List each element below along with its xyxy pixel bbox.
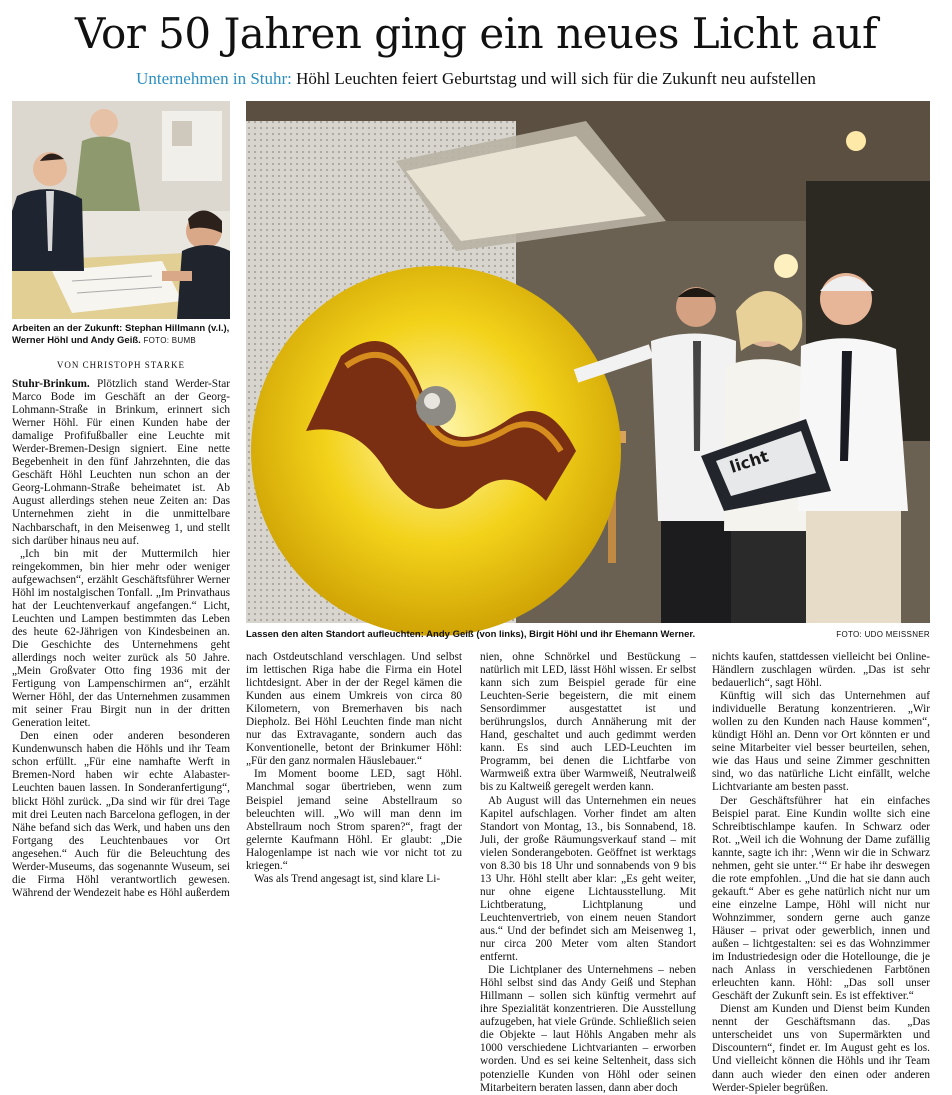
- column-4: [712, 651, 930, 1094]
- column-2: [246, 651, 462, 1076]
- paragraph: „Ich bin mit der Muttermilch hier reingekommen, bin hier mehr oder weniger aufgewachsen“, erzählt Geschäftsführer Werner Höhl im nostalgischen Tonfall. „Im Prinvathaus hat der Leuchtenverkauf angefangen.“ Licht, Leuchten und Lampen bestimmten das Leben des heute 62-Jährigen von Kindesbeinen an. Die Geschichte des Unternehmens geht allerdings noch weiter zurück als 50 Jahre. „Mein Großvater Otto fing 1936 mit der Fertigung von Lampenschirmen an“, erzählt Werner Höhl, der das Unternehmen zusammen mit seiner Frau Birgit nun in der dritten Generation leitet.: [12, 547, 230, 730]
- paragraph: Künftig will sich das Unternehmen auf individuelle Beratung konzentrieren. „Wir wollen zu den Kunden nach Hause kommen“, kündigt Höhl an. Denn vor Ort könnten er und seine Mitarbeiter viel besser beurteilen, sehen, wie das Haus und seine Zimmer geschnitten sind, wo das natürliche Licht einfällt, welche Lichtvariante am besten passt.: [712, 690, 930, 794]
- main-photo: [246, 101, 930, 623]
- small-photo-credit: FOTO: BUMB: [143, 336, 197, 345]
- paragraph: Der Geschäftsführer hat ein einfaches Beispiel parat. Eine Kundin wollte sich eine Schreibtischlampe kaufen. In Schwarz oder Rot. „Weil ich die Wohnung der Dame zufällig kannte, sagte ich ihr: ‚Wenn wir die in Schwarz nehmen, geht sie unter.‘“ Er habe ihr deswegen die rote empfohlen. „Und die hat sie dann auch gekauft.“ Aber es gehe natürlich nicht nur um eine einzelne Lampe, Höhl will nicht nur Wohnzimmer, sondern gerne auch ganze Häuser – privat oder gewerblich, innen und außen – lichtgestalten: sei es das Wohnzimmer im Industriedesign oder die Hotellounge, die je nach Anlass in verschiedenen Farbtönen erleuchten kann. Höhl: „Das soll unser Geschäft der Zukunft sein. Es ist effektiver.“: [712, 794, 930, 1003]
- paragraph: Dienst am Kunden und Dienst beim Kunden nennt der Geschäftsmann das. „Das unterscheidet uns von Supermärkten und Discountern“, findet er. Im August geht es los. Und vielleicht können die Höhls und ihr Team dann auch wieder den einen oder anderen Werder-Spieler begrüßen.: [712, 1003, 930, 1094]
- paragraph: Den einen oder anderen besonderen Kundenwunsch haben die Höhls und ihr Team schon erfüllt. „Für eine namhafte Werft in Bremen-Nord haben wir echte Alabaster-Leuchten bauen lassen. In Sonderanfertigung“, blickt Höhl zurück. „Da sind wir für drei Tage mit drei Leuten nach Barcelona geflogen, in der Nähe befand sich das Werk, und haben uns den Fortgang des Leuchtenbaues vor Ort angesehen.“ Auch für die Beleuchtung des Werder-Museums, das sogenannte Wuseum, sei die Firma Höhl verantwortlich gewesen. Während der Wendezeit habe es Höhl außerdem: [12, 730, 230, 899]
- main-photo-caption: [246, 629, 846, 641]
- showroom-scene-illustration: [246, 101, 930, 623]
- subline: [0, 68, 952, 90]
- dateline: Stuhr-Brinkum.: [12, 378, 90, 390]
- paragraph: Die Lichtplaner des Unternehmens – neben Höhl selbst sind das Andy Geiß und Stephan Hillmann – sollen sich künftig vermehrt auf ihre Spezialität konzentrieren. Die Ausstellung aufzugeben, hat viele Gründe. Schließlich seien die Objekte – laut Höhls Angaben mehr als 1000 verschiedene Lichtvarianten – erworben worden. Und es sei keine Seltenheit, dass sich potenzielle Kunden von Höhl oder seinen Mitarbeitern beraten lassen, dann aber doch: [480, 964, 696, 1094]
- paragraph: Was als Trend angesagt ist, sind klare Li-: [254, 872, 441, 885]
- paragraph: Im Moment boome LED, sagt Höhl. Manchmal sogar übertrieben, wenn zum Beispiel jemand seine Abstellraum so beleuchten will. „Wo will man denn im Abstellraum noch Strom sparen?“, fragt der gelernte Kaufmann Höhl. Er glaubt: „Die Halogenlampe ist nach wie vor nicht tot zu kriegen.“: [246, 768, 462, 872]
- byline: VON CHRISTOPH STARKE: [56, 360, 186, 370]
- main-photo-credit: FOTO: UDO MEISSNER: [836, 630, 930, 639]
- small-photo-caption: [12, 323, 230, 347]
- paragraph: [12, 378, 230, 548]
- headline: Vor 50 Jahren ging ein neues Licht auf: [74, 9, 877, 58]
- paragraph-text: Plötzlich stand Werder-Star Marco Bode im Geschäft an der Georg-Lohmann-Straße in Brinkum, erinnert sich Werner Höhl. Für einen Kunden habe der damalige Profifußballer eine Leuchte mit Werder-Bremen-Design signiert. Eine nette Begebenheit in den fünf Jahrzehnten, die das Geschäft Höhl Leuchten nun schon an der Georg-Lohmann-Straße beheimatet ist. Ab August allerdings stehen neue Zeiten an: Das Unternehmen zieht in die unmittelbare Nachbarschaft, in den Meisenweg 1, und stellt sich darüber hinaus neu auf.: [12, 378, 230, 547]
- paragraph: nichts kaufen, stattdessen vielleicht bei Online-Händlern zuschlagen würden. „Das ist sehr bedauerlich“, sagt Höhl.: [712, 651, 930, 690]
- column-1: [12, 378, 230, 1078]
- office-scene-illustration: [12, 101, 230, 319]
- paragraph: nien, ohne Schnörkel und Bestückung – natürlich mit LED, lässt Höhl wissen. Er selbst kann sich zum Beispiel gerade für eine Leuchten-Serie begeistern, die mit einem Sensordimmer ausgestattet ist und berührungslos, durch Annäherung mit der Hand, geschaltet und auch gedimmt werden kann. Es sind auch LED-Leuchten im Programm, bei denen die Lichtfarbe von Warmweiß extra über Warmweiß, Neutralweiß bis zu Kaltweiß geregelt werden kann.: [480, 651, 696, 794]
- subline-text: Höhl Leuchten feiert Geburtstag und will sich für die Zukunft neu aufstellen: [296, 69, 816, 88]
- subline-kicker: Unternehmen in Stuhr:: [136, 69, 292, 88]
- small-photo-caption-text: Arbeiten an der Zukunft: Stephan Hillmann (v.l.), Werner Höhl und Andy Geiß.: [12, 323, 230, 346]
- column-3: [480, 651, 696, 1094]
- paragraph: Ab August will das Unternehmen ein neues Kapitel aufschlagen. Vorher findet am alten Standort von Montag, 13., bis Sonnabend, 18. Juli, der große Räumungsverkauf stand – mit vielen Sonderangeboten. Geöffnet ist werktags von 8.30 bis 18 Uhr und sonnabends von 9 bis 13 Uhr. Höhl stellt aber klar: „Es geht weiter, nur ohne eigene Lichtausstellung. Mit Lichtberatung, Lichtplanung und Leuchtenvertrieb, von einem neuen Standort aus.“ Und der befindet sich am Meisenweg 1, nur circa 200 Meter vom alten Standort entfernt.: [480, 794, 696, 964]
- small-photo: [12, 101, 230, 319]
- magazine-title: licht: [727, 446, 771, 477]
- main-photo-caption-text: Lassen den alten Standort aufleuchten: Andy Geiß (von links), Birgit Höhl und ihr Ehemann Werner.: [246, 629, 696, 640]
- paragraph: nach Ostdeutschland verschlagen. Und selbst im lettischen Riga habe die Firma ein Hotel lichtdesignt. Aber in der der Regel kämen die Kunden aus einem Umkreis von circa 80 Kilometern, von Bremerhaven bis nach Diepholz. Bei Höhl Leuchten finde man nicht nur das Extravagante, sondern auch das Konventionelle, betont der Brinkumer Höhl: „Für den ganz normalen Häuslebauer.“: [246, 651, 462, 768]
